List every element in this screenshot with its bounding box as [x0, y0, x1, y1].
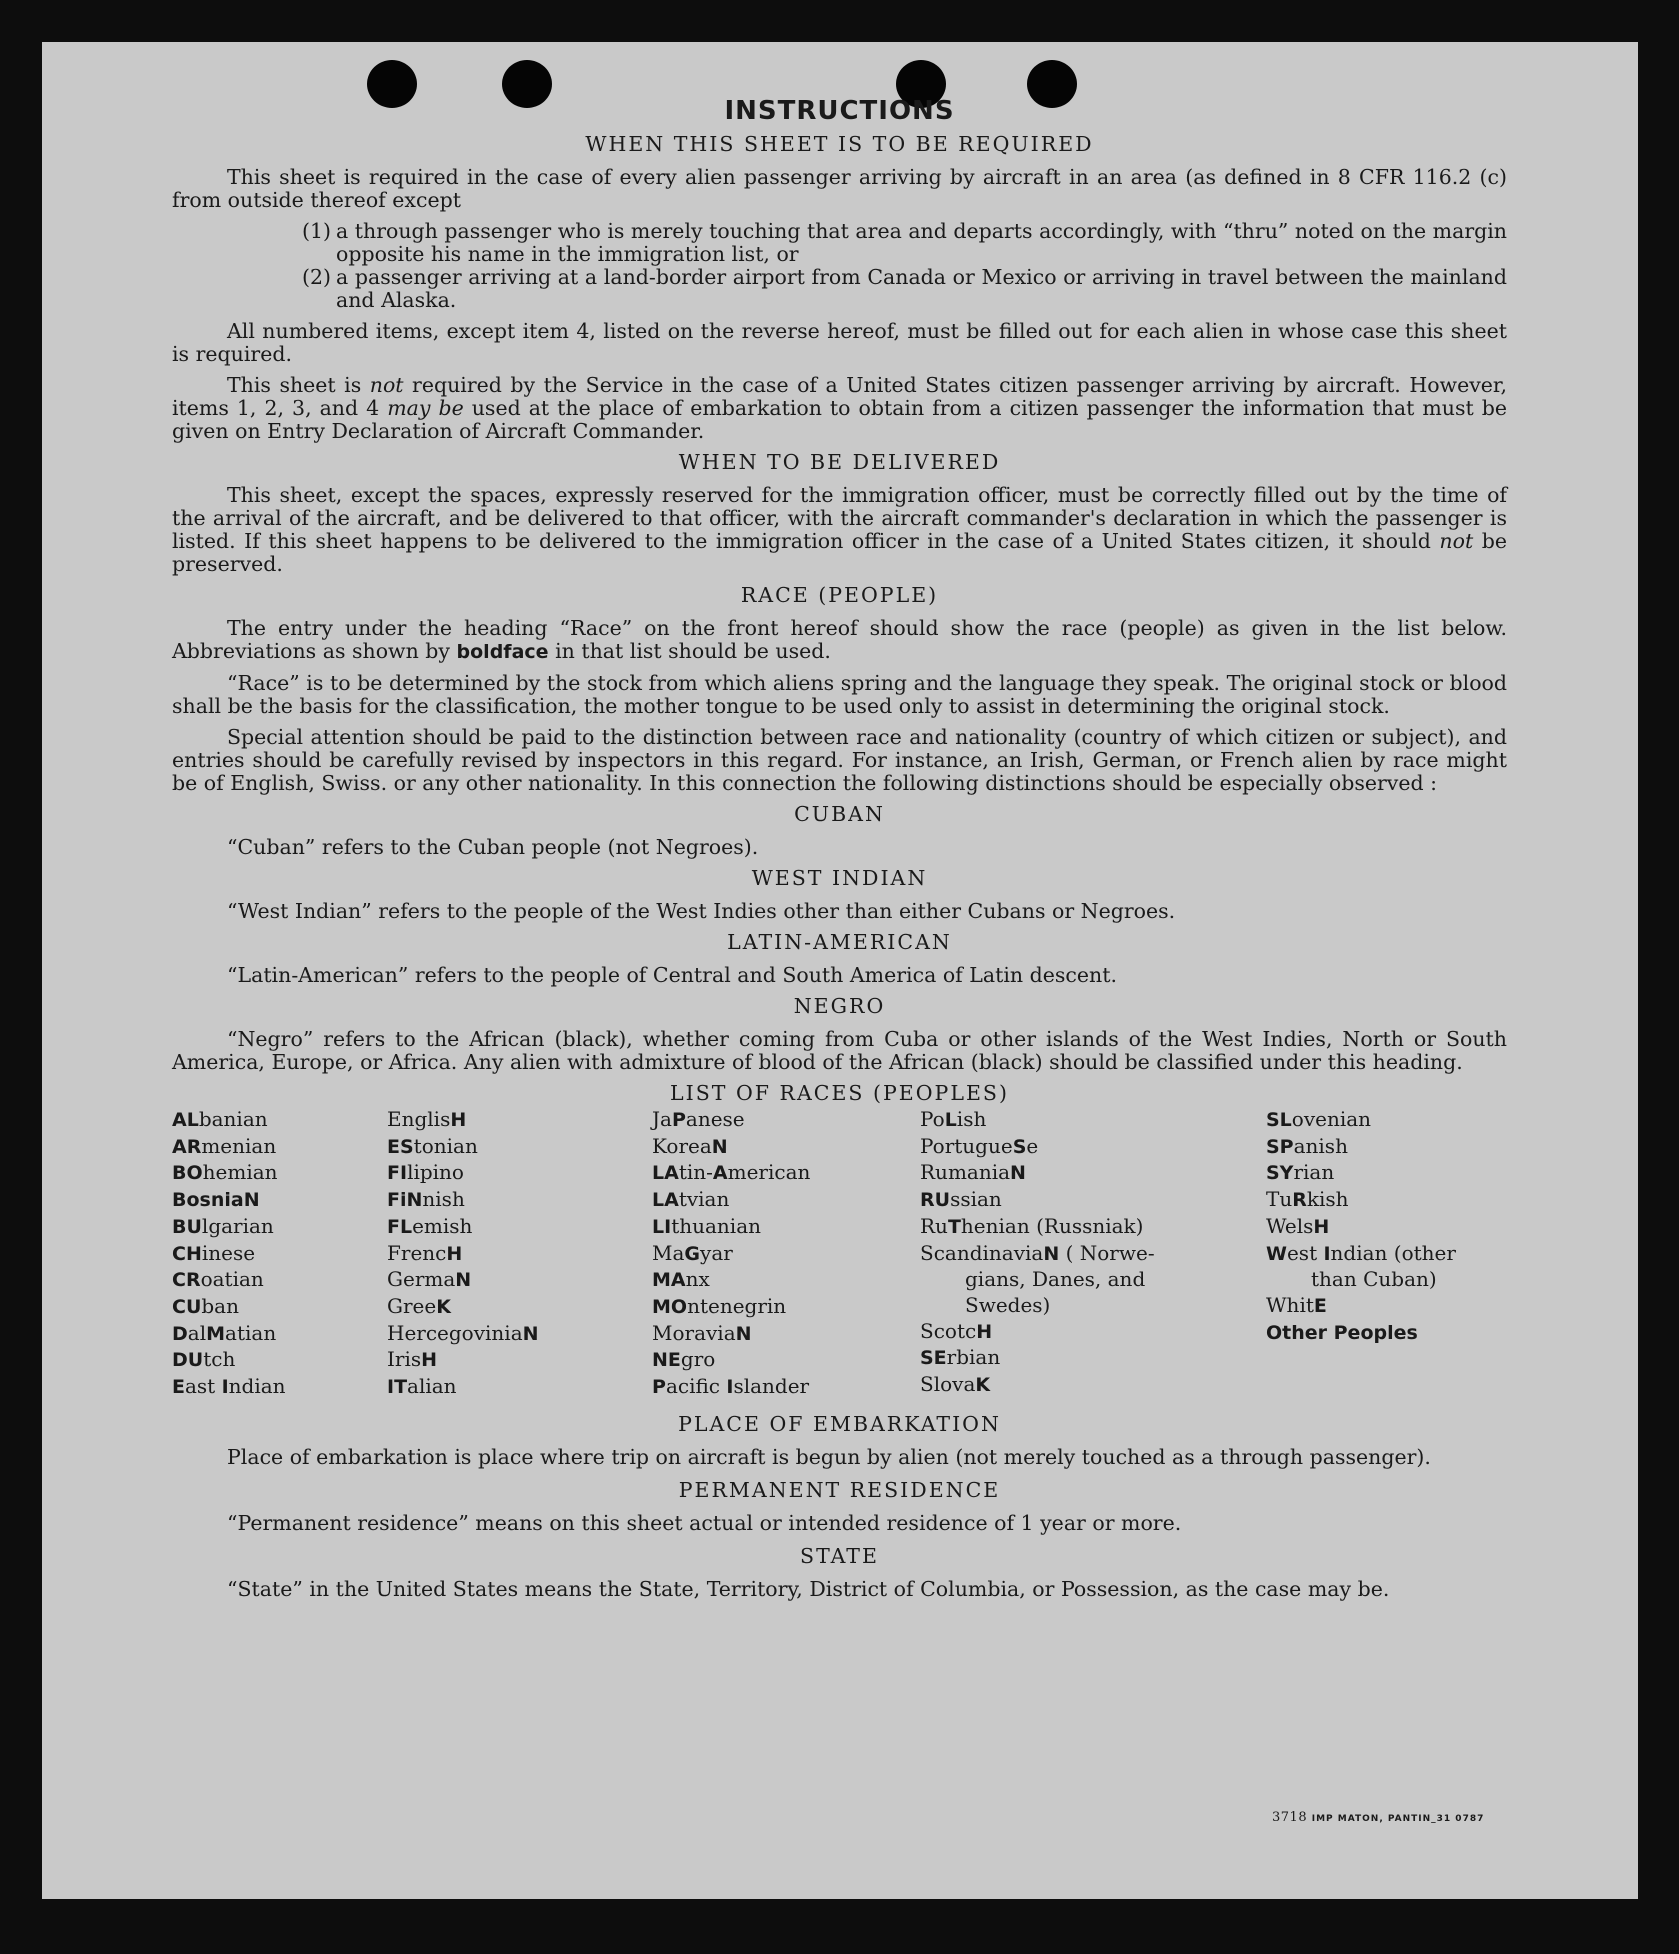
bold-term: boldface	[456, 641, 549, 663]
race-item: West Indian (other	[1266, 1240, 1456, 1265]
paragraph: “Permanent residence” means on this sheet actual or intended residence of 1 year or more.	[227, 1510, 1182, 1535]
text-run: The entry under the heading “Race” on the front hereof should show the race (people) as given in the list below. Abbreviations as shown by	[172, 616, 1507, 663]
paragraph: Special attention should be paid to the distinction between race and nationality (country of which citizen or subject), and entries should be carefully revised by inspectors in this regard. For instance, an Irish, German, or French alien by race might be of English, Swiss. or any other nationality. In this connection the following distinctions should be especially observed :	[172, 725, 1507, 795]
race-item-continued: than Cuban)	[1311, 1267, 1437, 1292]
race-item: MOntenegrin	[652, 1293, 787, 1318]
race-item: ITalian	[387, 1374, 457, 1399]
heading-when-required: WHEN THIS SHEET IS TO BE REQUIRED	[585, 132, 1094, 156]
race-item: Pacific Islander	[652, 1374, 810, 1399]
exception-item	[302, 220, 1507, 266]
paragraph: “Cuban” refers to the Cuban people (not Negroes).	[227, 835, 759, 859]
race-item: GreeK	[387, 1293, 451, 1318]
exception-text: a through passenger who is merely touching that area and departs accordingly, with “thru” noted on the margin opposite his name in the immigration list, or	[336, 219, 1507, 266]
race-item: Other Peoples	[1266, 1321, 1418, 1344]
text-run: This sheet is	[227, 373, 370, 397]
race-item: HercegoviniaN	[387, 1320, 539, 1345]
form-number: 3718	[1272, 1810, 1308, 1825]
race-item: MaGyar	[652, 1240, 733, 1265]
paragraph: All numbered items, except item 4, listed on the reverse hereof, must be filled out for each alien in whose case this sheet is required.	[172, 319, 1507, 366]
paragraph: “Race” is to be determined by the stock from which aliens spring and the language they speak. The original stock or blood shall be the basis for the classification, the mother tongue to be used only to assist in determining the original stock.	[172, 671, 1507, 718]
text-run: be preserved.	[172, 529, 1507, 576]
race-item: SYrian	[1266, 1160, 1335, 1185]
text-run: in that list should be used.	[548, 639, 831, 663]
heading-negro: NEGRO	[793, 994, 886, 1018]
race-item: FIlipino	[387, 1160, 464, 1185]
race-item: KoreaN	[652, 1133, 728, 1158]
heading-cuban: CUBAN	[794, 802, 885, 826]
race-item: BUlgarian	[172, 1213, 274, 1238]
race-item: SLovenian	[1266, 1107, 1372, 1131]
race-item: SPanish	[1266, 1133, 1348, 1158]
exception-list	[302, 220, 1507, 312]
paragraph	[172, 374, 1507, 443]
exception-text: a passenger arriving at a land-border airport from Canada or Mexico or arriving in travel between the mainland and Alaska.	[336, 265, 1507, 312]
heading-race: RACE (PEOPLE)	[740, 583, 939, 607]
heading-residence: PERMANENT RESIDENCE	[678, 1477, 1001, 1502]
race-item: SErbian	[920, 1345, 1001, 1370]
heading-state: STATE	[800, 1543, 879, 1568]
race-list	[172, 1107, 1507, 1401]
paragraph: “Latin-American” refers to the people of Central and South America of Latin descent.	[227, 963, 1117, 987]
race-item: CRoatian	[172, 1267, 264, 1292]
race-item: BosniaN	[172, 1189, 260, 1212]
exception-item	[302, 266, 1507, 312]
paragraph	[172, 484, 1507, 576]
race-item: WelsH	[1266, 1213, 1330, 1238]
race-column	[1266, 1107, 1507, 1401]
race-item: EStonian	[387, 1133, 478, 1158]
race-column	[920, 1107, 1266, 1401]
race-item: ARmenian	[172, 1133, 277, 1158]
paragraph: This sheet is required in the case of every alien passenger arriving by aircraft in an area (as defined in 8 CFR 116.2 (c) from outside thereof except	[172, 165, 1507, 212]
race-item: IrisH	[387, 1347, 438, 1372]
text-run: used at the place of embarkation to obtain from a citizen passenger the information that must be given on Entry Declaration of Aircraft Commander.	[172, 396, 1507, 443]
race-item: GermaN	[387, 1267, 472, 1292]
printer-imprint: IMP MATON, PANTIN_31 0787	[1311, 1814, 1485, 1824]
race-item: FrencH	[387, 1240, 463, 1265]
instructions-body	[172, 96, 1507, 1609]
race-item: WhitE	[1266, 1292, 1327, 1317]
race-item: TuRkish	[1266, 1187, 1349, 1212]
heading-west-indian: WEST INDIAN	[751, 866, 928, 890]
race-item: CHinese	[172, 1240, 256, 1265]
race-item: RuThenian (Russniak)	[920, 1213, 1144, 1238]
race-item: LAtvian	[652, 1187, 730, 1212]
text-run: required by the Service in the case of a United States citizen passenger arriving by aircraft. However, items 1, 2, 3, and 4	[172, 373, 1507, 420]
document-page	[42, 42, 1638, 1899]
paragraph: “State” in the United States means the State, Territory, District of Columbia, or Possession, as the case may be.	[227, 1576, 1390, 1601]
race-item: RumaniaN	[920, 1160, 1026, 1185]
race-item-continued: Swedes)	[965, 1292, 1051, 1317]
exception-number: (1)	[302, 219, 332, 243]
race-item: PortugueSe	[920, 1133, 1039, 1158]
race-item: JaPanese	[652, 1107, 745, 1131]
heading-list-of-races: LIST OF RACES (PEOPLES)	[670, 1081, 1009, 1105]
paragraph	[172, 617, 1507, 664]
race-item: NEgro	[652, 1347, 716, 1372]
race-item: DalMatian	[172, 1320, 277, 1345]
race-item: ScotcH	[920, 1318, 993, 1343]
race-item: DUtch	[172, 1347, 236, 1372]
race-column	[387, 1107, 652, 1401]
heading-embarkation: PLACE OF EMBARKATION	[678, 1411, 1001, 1436]
race-column	[652, 1107, 920, 1401]
emphasis: may be	[387, 396, 464, 420]
paragraph: “Negro” refers to the African (black), whether coming from Cuba or other islands of the West Indies, North or South America, Europe, or Africa. Any alien with admixture of blood of the African (black) should be classified under this heading.	[172, 1027, 1507, 1074]
race-item: BOhemian	[172, 1160, 278, 1185]
race-item: SlovaK	[920, 1372, 991, 1397]
text-run: This sheet, except the spaces, expressly reserved for the immigration officer, must be correctly filled out by the time of the arrival of the aircraft, and be delivered to that officer, with the aircraft commander's declaration in which the passenger is listed. If this sheet happens to be delivered to the immigration officer in the case of a United States citizen, it should	[172, 483, 1507, 553]
race-column	[172, 1107, 387, 1401]
race-item: LAtin-American	[652, 1160, 811, 1185]
race-item: ScandinaviaN ( Norwe-	[920, 1240, 1155, 1265]
exception-number: (2)	[302, 265, 332, 289]
race-item: FLemish	[387, 1213, 473, 1238]
form-code	[1272, 1810, 1484, 1825]
race-item-continued: gians, Danes, and	[965, 1267, 1146, 1292]
race-item: MAnx	[652, 1267, 710, 1292]
emphasis: not	[369, 373, 404, 397]
race-item: MoraviaN	[652, 1320, 752, 1345]
race-item: East Indian	[172, 1374, 286, 1399]
heading-when-delivered: WHEN TO BE DELIVERED	[678, 450, 1001, 474]
race-item: ALbanian	[172, 1107, 268, 1131]
page-title: INSTRUCTIONS	[724, 96, 955, 126]
race-item: RUssian	[920, 1187, 1002, 1212]
heading-latin-american: LATIN-AMERICAN	[727, 930, 952, 954]
emphasis: not	[1439, 529, 1474, 553]
race-item: CUban	[172, 1293, 239, 1318]
paragraph: “West Indian” refers to the people of the West Indies other than either Cubans or Negroes.	[227, 899, 1176, 923]
paragraph: Place of embarkation is place where trip on aircraft is begun by alien (not merely touched as a through passenger).	[227, 1444, 1431, 1469]
race-item: PoLish	[920, 1107, 987, 1131]
race-item: FiNnish	[387, 1187, 465, 1212]
race-item: LIthuanian	[652, 1213, 761, 1238]
race-item: EnglisH	[387, 1107, 467, 1131]
